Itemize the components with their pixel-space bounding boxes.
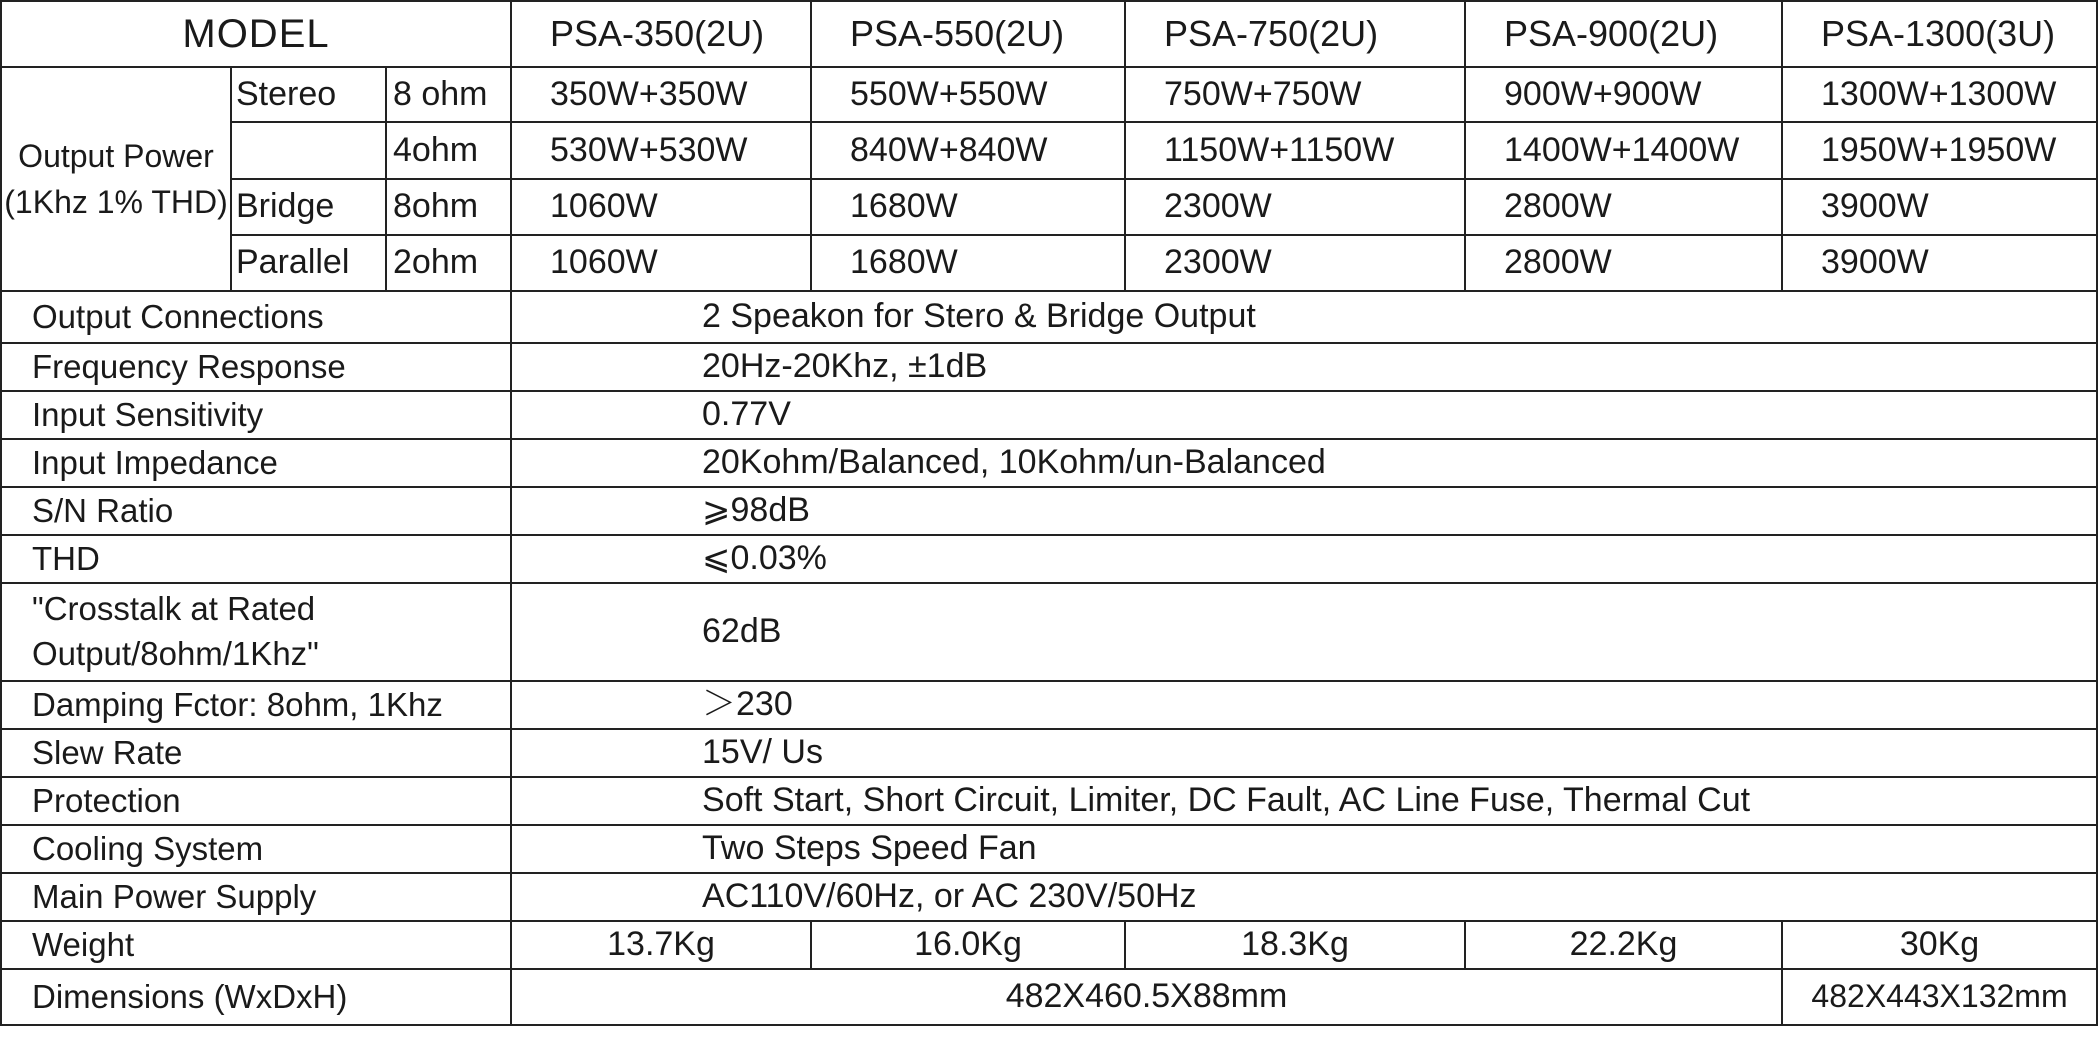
spec-row: [1, 729, 2097, 777]
mode-label: Bridge: [231, 179, 386, 235]
spec-row: [1, 439, 2097, 487]
spec-value: ＞230: [511, 681, 2097, 729]
spec-row: [1, 487, 2097, 535]
spec-row: [1, 873, 2097, 921]
output-power-row: [1, 179, 2097, 235]
power-value: 550W+550W: [811, 67, 1125, 122]
power-value: 3900W: [1782, 235, 2097, 291]
spec-label: Slew Rate: [1, 729, 511, 777]
power-value: 900W+900W: [1465, 67, 1782, 122]
power-value: 1060W: [511, 179, 811, 235]
spec-value: Soft Start, Short Circuit, Limiter, DC Fault, AC Line Fuse, Thermal Cut: [511, 777, 2097, 825]
model-psa-350: PSA-350(2U): [511, 1, 811, 67]
power-value: 350W+350W: [511, 67, 811, 122]
power-value: 1300W+1300W: [1782, 67, 2097, 122]
power-value: 1150W+1150W: [1125, 122, 1465, 179]
model-psa-1300: PSA-1300(3U): [1782, 1, 2097, 67]
spec-value: 20Hz-20Khz, ±1dB: [511, 343, 2097, 391]
weight-value: 18.3Kg: [1125, 921, 1465, 969]
dimensions-label: Dimensions (WxDxH): [1, 969, 511, 1025]
weight-row: [1, 921, 2097, 969]
spec-label: Main Power Supply: [1, 873, 511, 921]
spec-row: [1, 391, 2097, 439]
output-power-row: [1, 235, 2097, 291]
power-value: 1680W: [811, 235, 1125, 291]
spec-label: "Crosstalk at Rated Output/8ohm/1Khz": [1, 583, 511, 681]
weight-value: 16.0Kg: [811, 921, 1125, 969]
spec-label: Frequency Response: [1, 343, 511, 391]
spec-label: THD: [1, 535, 511, 583]
spec-row: [1, 343, 2097, 391]
weight-value: 22.2Kg: [1465, 921, 1782, 969]
spec-value: 2 Speakon for Stero & Bridge Output: [511, 291, 2097, 343]
dimensions-row: [1, 969, 2097, 1025]
model-label: MODEL: [1, 1, 511, 67]
power-value: 840W+840W: [811, 122, 1125, 179]
output-power-row: [1, 122, 2097, 179]
model-psa-550: PSA-550(2U): [811, 1, 1125, 67]
spec-row: [1, 681, 2097, 729]
model-header-row: [1, 1, 2097, 67]
spec-label: S/N Ratio: [1, 487, 511, 535]
mode-label: Stereo: [231, 67, 386, 122]
dimensions-value-3u: 482X443X132mm: [1782, 969, 2097, 1025]
spec-label: Input Impedance: [1, 439, 511, 487]
spec-value: AC110V/60Hz, or AC 230V/50Hz: [511, 873, 2097, 921]
spec-value: 0.77V: [511, 391, 2097, 439]
power-value: 2300W: [1125, 235, 1465, 291]
model-psa-750: PSA-750(2U): [1125, 1, 1465, 67]
spec-value: 62dB: [511, 583, 2097, 681]
weight-value: 13.7Kg: [511, 921, 811, 969]
power-value: 2800W: [1465, 179, 1782, 235]
spec-label: Input Sensitivity: [1, 391, 511, 439]
power-value: 1400W+1400W: [1465, 122, 1782, 179]
spec-value: ⩾98dB: [511, 487, 2097, 535]
spec-label: Output Connections: [1, 291, 511, 343]
model-psa-900: PSA-900(2U): [1465, 1, 1782, 67]
power-value: 2300W: [1125, 179, 1465, 235]
output-power-label: Output Power (1Khz 1% THD): [1, 67, 231, 291]
spec-value: 20Kohm/Balanced, 10Kohm/un-Balanced: [511, 439, 2097, 487]
spec-row: [1, 583, 2097, 681]
dimensions-value-2u: 482X460.5X88mm: [511, 969, 1782, 1025]
power-value: 1060W: [511, 235, 811, 291]
spec-value: ⩽0.03%: [511, 535, 2097, 583]
spec-row: [1, 777, 2097, 825]
load-label: 2ohm: [386, 235, 511, 291]
spec-value: 15V/ Us: [511, 729, 2097, 777]
load-label: 8 ohm: [386, 67, 511, 122]
spec-label: Cooling System: [1, 825, 511, 873]
power-value: 1950W+1950W: [1782, 122, 2097, 179]
load-label: 4ohm: [386, 122, 511, 179]
weight-value: 30Kg: [1782, 921, 2097, 969]
power-value: 1680W: [811, 179, 1125, 235]
spec-label: Protection: [1, 777, 511, 825]
load-label: 8ohm: [386, 179, 511, 235]
output-power-row: [1, 67, 2097, 122]
mode-label: Parallel: [231, 235, 386, 291]
power-value: 750W+750W: [1125, 67, 1465, 122]
spec-value: Two Steps Speed Fan: [511, 825, 2097, 873]
power-value: 3900W: [1782, 179, 2097, 235]
spec-row: [1, 825, 2097, 873]
spec-row: [1, 291, 2097, 343]
spec-label: Damping Fctor: 8ohm, 1Khz: [1, 681, 511, 729]
mode-label: [231, 122, 386, 179]
weight-label: Weight: [1, 921, 511, 969]
spec-row: [1, 535, 2097, 583]
power-value: 530W+530W: [511, 122, 811, 179]
power-value: 2800W: [1465, 235, 1782, 291]
